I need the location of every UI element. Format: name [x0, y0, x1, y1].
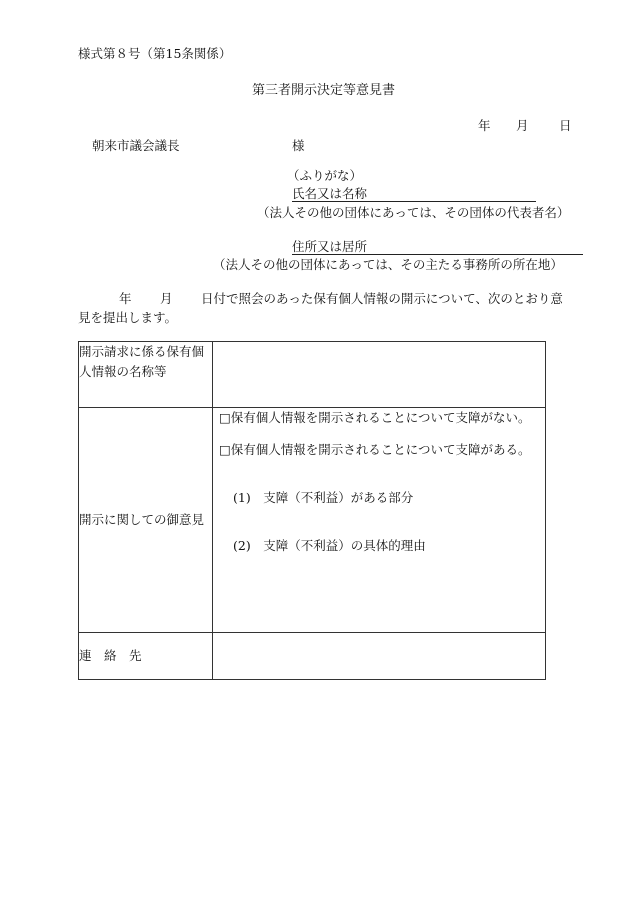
name-label: 氏名又は名称	[292, 186, 368, 201]
request-info-label: 開示請求に係る保有個人情報の名称等	[79, 342, 213, 408]
address-line[interactable]	[292, 254, 583, 255]
page-title: 第三者開示決定等意見書	[252, 83, 396, 98]
intro-year-label: 年	[119, 291, 132, 306]
table-row-request-info	[79, 342, 546, 408]
name-note: （法人その他の団体にあっては、その団体の代表者名）	[257, 205, 570, 220]
date-day-label: 日	[559, 118, 572, 133]
contact-cell[interactable]	[213, 633, 546, 680]
sub-item-affected-part: (1) 支障（不利益）がある部分	[233, 490, 414, 505]
request-info-cell[interactable]	[213, 342, 546, 408]
opinion-label: 開示に関しての御意見	[79, 408, 213, 633]
intro-text-line1: 日付で照会のあった保有個人情報の開示について、次のとおり意	[201, 291, 563, 306]
opinion-table	[78, 341, 546, 680]
intro-month-label: 月	[160, 291, 173, 306]
date-month-label: 月	[516, 118, 529, 133]
recipient-name: 朝来市議会議長	[92, 138, 180, 153]
intro-text-line2: 見を提出します。	[78, 310, 178, 325]
name-line[interactable]	[292, 201, 536, 202]
option-issue[interactable]: □保有個人情報を開示されることについて支障がある。	[219, 442, 531, 457]
sub-item-specific-reason: (2) 支障（不利益）の具体的理由	[233, 538, 426, 553]
date-year-label: 年	[478, 118, 491, 133]
recipient-honorific: 様	[292, 138, 305, 153]
address-label: 住所又は居所	[292, 239, 368, 254]
form-number: 様式第８号（第15条関係）	[78, 46, 232, 61]
table-row-opinion	[79, 408, 546, 633]
option-no-issue[interactable]: □保有個人情報を開示されることについて支障がない。	[219, 410, 531, 425]
opinion-cell	[213, 408, 546, 633]
address-note: （法人その他の団体にあっては、その主たる事務所の所在地）	[213, 257, 563, 272]
contact-label: 連 絡 先	[79, 633, 213, 680]
table-row-contact	[79, 633, 546, 680]
furigana-label: （ふりがな）	[287, 168, 363, 183]
